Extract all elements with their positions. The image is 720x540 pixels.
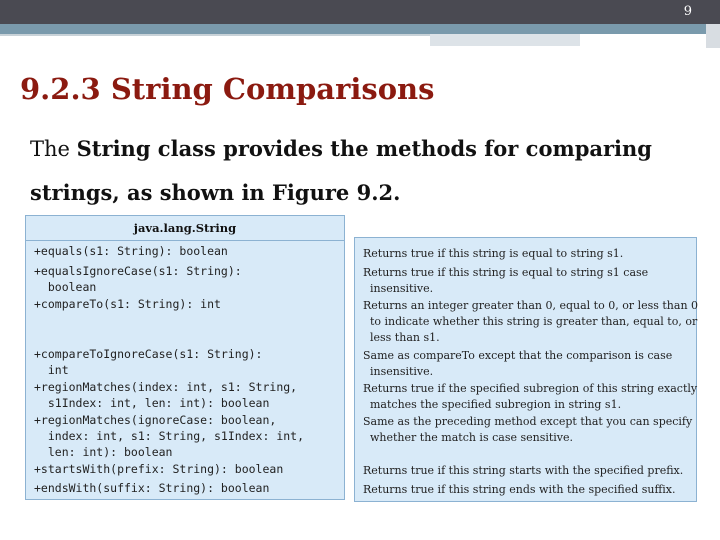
header-edge-block (706, 24, 720, 48)
uml-class-box (25, 215, 345, 500)
slide-title: 9.2.3 String Comparisons (20, 72, 435, 106)
method-ends-with: +endsWith(suffix: String): boolean (34, 481, 270, 495)
method-starts-with: +startsWith(prefix: String): boolean (34, 462, 284, 476)
body-bold-text: String class provides the methods for comparing strings, as shown in Figure 9.2. (30, 136, 652, 205)
method-compare-to: +compareTo(s1: String): int (34, 297, 221, 311)
method-descriptions-box (354, 237, 697, 502)
desc-region-matches: Returns true if the specified subregion of this string exactly matches the specified subregion in string s1. (363, 382, 698, 411)
method-equals: +equals(s1: String): boolean (34, 244, 228, 258)
method-region-matches-ignore-case: +regionMatches(ignoreCase: boolean, index: int, s1: String, s1Index: int, len: int): boolean (34, 413, 305, 459)
uml-class-name: java.lang.String (26, 216, 344, 241)
method-region-matches: +regionMatches(index: int, s1: String, s1Index: int, len: int): boolean (34, 380, 298, 410)
method-compare-to-ignore-case: +compareToIgnoreCase(s1: String): int (34, 347, 263, 377)
body-paragraph (30, 127, 710, 215)
page-number: 9 (683, 4, 692, 19)
body-prefix: The (30, 137, 77, 161)
desc-ends-with: Returns true if this string ends with the specified suffix. (363, 483, 676, 496)
header-accent-stripe (0, 24, 706, 34)
desc-compare-to: Returns an integer greater than 0, equal to 0, or less than 0 to indicate whether this string is greater than, equal to, or less than s1. (363, 299, 699, 344)
desc-equals: Returns true if this string is equal to string s1. (363, 247, 624, 260)
slide-header-bar (0, 0, 720, 24)
header-accent-tab (430, 34, 580, 46)
desc-compare-to-ignore-case: Same as compareTo except that the comparison is case insensitive. (363, 349, 673, 378)
header-underline (0, 34, 430, 36)
desc-equals-ignore-case: Returns true if this string is equal to string s1 case insensitive. (363, 266, 649, 295)
desc-region-matches-ignore-case: Same as the preceding method except that you can specify whether the match is case sensitive. (363, 415, 693, 444)
method-equals-ignore-case: +equalsIgnoreCase(s1: String): boolean (34, 264, 242, 294)
desc-starts-with: Returns true if this string starts with the specified prefix. (363, 464, 684, 477)
